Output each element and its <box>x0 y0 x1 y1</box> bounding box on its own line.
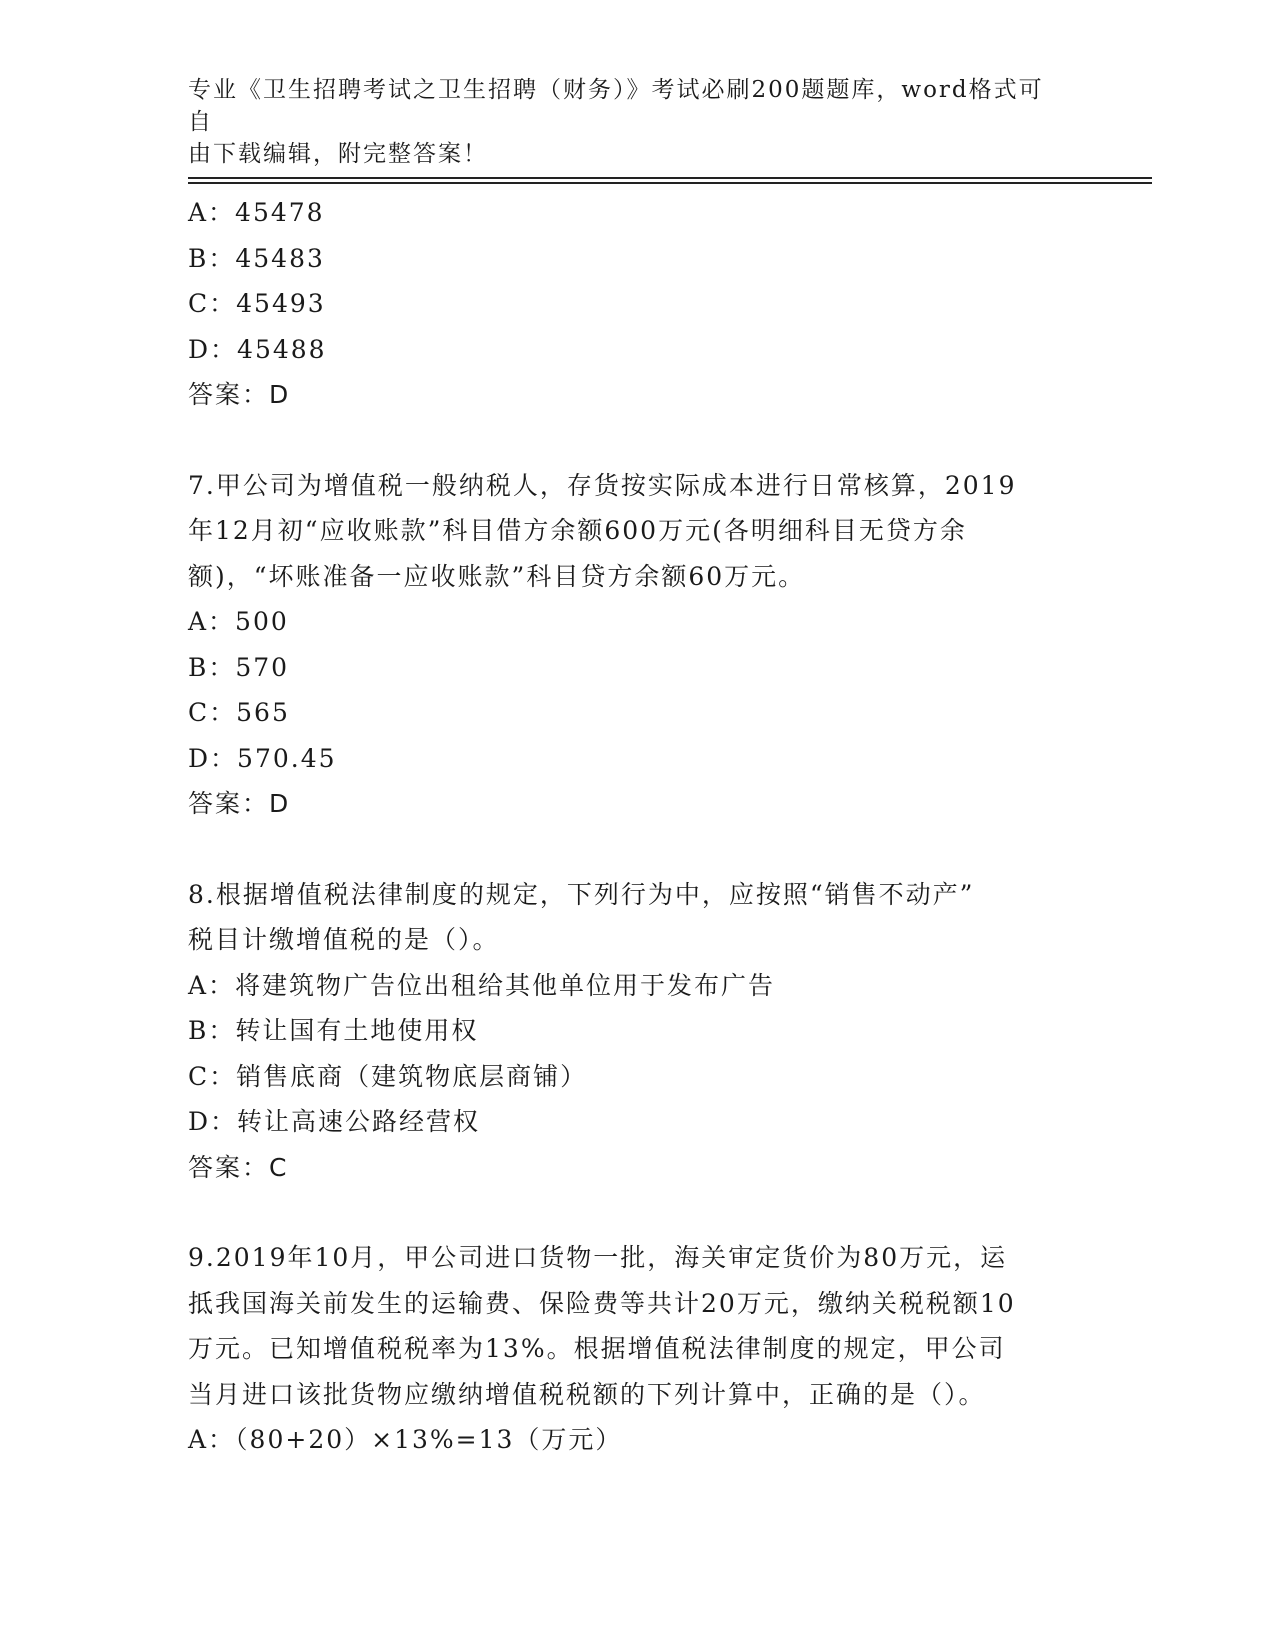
question-text-line: 额)，“坏账准备一应收账款”科目贷方余额60万元。 <box>188 561 806 591</box>
question-7 <box>188 463 1088 827</box>
answer: 答案：C <box>188 1152 289 1182</box>
question-8 <box>188 872 1088 1191</box>
option-c: C：销售底商（建筑物底层商铺） <box>188 1061 588 1091</box>
question-text-line: 万元。已知增值税税率为13%。根据增值税法律制度的规定，甲公司 <box>188 1334 1006 1363</box>
option-b: B：45483 <box>188 243 325 273</box>
option-a: A：（80+20）×13%=13（万元） <box>188 1425 623 1454</box>
option-a: A：500 <box>188 607 289 636</box>
option-a: A：将建筑物广告位出租给其他单位用于发布广告 <box>188 970 776 1000</box>
option-d: D：570.45 <box>188 743 337 773</box>
document-header <box>188 74 1068 170</box>
option-a: A：45478 <box>188 198 325 227</box>
question-text-line: 8.根据增值税法律制度的规定，下列行为中，应按照“销售不动产” <box>188 879 975 909</box>
question-text-line: 当月进口该批货物应缴纳增值税税额的下列计算中，正确的是（）。 <box>188 1379 986 1409</box>
header-rule-bottom <box>188 182 1152 184</box>
question-text-line: 9.2019年10月，甲公司进口货物一批，海关审定货价为80万元，运 <box>188 1243 1008 1272</box>
question-text-line: 年12月初“应收账款”科目借方余额600万元(各明细科目无贷方余 <box>188 516 967 545</box>
question-list <box>188 190 1088 1463</box>
header-rule-top <box>188 177 1152 179</box>
header-line-1: 专业《卫生招聘考试之卫生招聘（财务）》考试必刷200题题库，word格式可自 <box>188 77 1044 135</box>
question-9 <box>188 1235 1088 1463</box>
spacer <box>188 418 1088 463</box>
question-text-line: 7.甲公司为增值税一般纳税人，存货按实际成本进行日常核算，2019 <box>188 470 1017 500</box>
question-text-line: 税目计缴增值税的是（）。 <box>188 925 500 954</box>
spacer <box>188 827 1088 872</box>
option-c: C：45493 <box>188 289 326 318</box>
option-d: D：45488 <box>188 334 327 364</box>
question-6 <box>188 190 1088 418</box>
question-text-line: 抵我国海关前发生的运输费、保险费等共计20万元，缴纳关税税额10 <box>188 1288 1016 1318</box>
header-line-2: 由下载编辑，附完整答案！ <box>188 141 488 167</box>
option-b: B：570 <box>188 652 290 682</box>
spacer <box>188 1190 1088 1235</box>
answer: 答案：D <box>188 789 291 818</box>
option-b: B：转让国有土地使用权 <box>188 1016 479 1045</box>
answer: 答案：D <box>188 380 291 409</box>
option-c: C：565 <box>188 698 290 727</box>
option-d: D：转让高速公路经营权 <box>188 1107 481 1136</box>
